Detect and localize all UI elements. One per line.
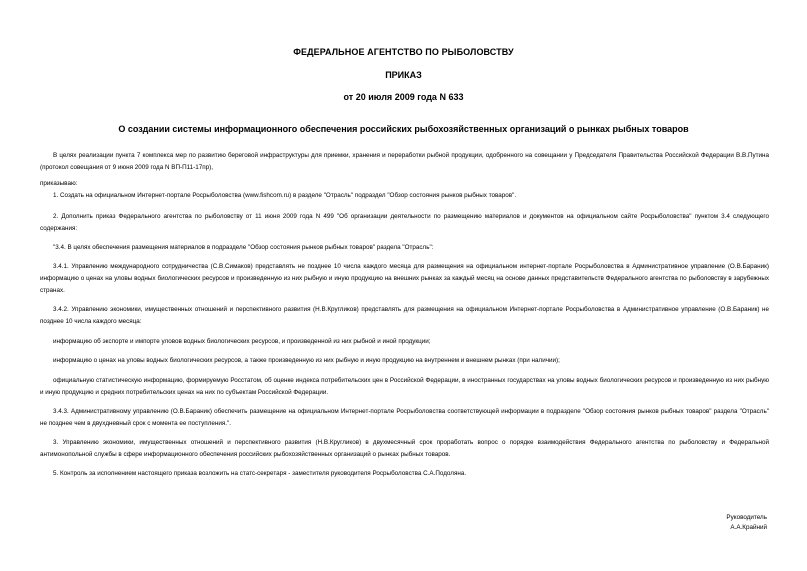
document-date-number: от 20 июля 2009 года N 633 [343,92,464,102]
clause-1: 1. Создать на официальном Интернет-портале Росрыболовства (www.fishcom.ru) в разделе "Отрасль" подраздел "Обзор состояния рынков рыбных товаров". [53,192,517,199]
clause-3-4-3: 3.4.3. Административному управлению (О.В.Бараник) обеспечить размещение на официальном Интернет-портале Росрыболовства соответствующей информации в подразделе "Обзор состояния рынков рыбных товаров" раздела "Отрасль" не позднее чем в двухдневный срок с момента ее поступления.". [40,408,769,427]
clause-3: 3. Управлению экономики, имущественных отношений и перспективного развития (Н.В.Кругликов) в двухмесячный срок проработать вопрос о порядке взаимодействия Федерального агентства по рыболовству и Федеральной антимонопольной службы в сфере информационного обеспечения российских рыбохозяйственных организаций о рынках рыбных товаров. [40,439,769,458]
list-item-export-import: информацию об экспорте и импорте уловов водных биологических ресурсов, и произведенной из них рыбной и иной продукции; [53,338,431,345]
list-item-prices: информацию о ценах на уловы водных биологических ресурсов, а также произведенную из них рыбную и иную продукцию на внутреннем и внешнем рынках (при наличии); [53,357,560,364]
clause-3-4-2: 3.4.2. Управлению экономики, имущественных отношений и перспективного развития (Н.В.Кругликов) представлять для размещения на официальном Интернет-портале Росрыболовства в Административное управление (О.В.Бараник) не позднее 10 числа каждого месяца: [40,306,769,325]
clause-3-4: "3.4. В целях обеспечения размещения материалов в подразделе "Обзор состояния рынков рыбных товаров" раздела "Отрасль": [53,244,434,251]
signer-position: Руководитель [726,514,767,521]
signature-block [726,513,767,533]
preamble-paragraph: В целях реализации пункта 7 комплекса мер по развитию береговой инфраструктуры для приемки, хранения и переработки рыбной продукции, одобренного на совещании у Председателя Правительства Российской Федерации В.В.Путина (протокол совещания от 9 июня 2009 года N ВП-П11-17пр), [40,152,769,171]
clause-5: 5. Контроль за исполнением настоящего приказа возложить на статс-секретаря - заместителя руководителя Росрыболовства С.А.Подоляна. [53,470,467,477]
signer-name: А.А.Крайний [730,524,767,531]
order-word: приказываю: [40,180,78,187]
clause-2: 2. Дополнить приказ Федерального агентства по рыболовству от 11 июня 2009 года N 499 "Об организации деятельности по размещению материалов и документов на официальном сайте Росрыболовства" пунктом 3.4 следующего содержания: [40,213,769,232]
document-title: О создании системы информационного обеспечения российских рыбохозяйственных организаций о рынках рыбных товаров [118,124,689,134]
clause-3-4-1: 3.4.1. Управлению международного сотрудничества (С.В.Симаков) представлять не позднее 10 числа каждого месяца для размещения на официальном интернет-портале Росрыболовства в Административное управление (О.В.Бараник) информацию о ценах на уловы водных биологических ресурсов и произведенную из них рыбную и иную продукцию на внешних рынках за каждый месяц на основе данных представительств Федерального агентства по рыболовству в зарубежных странах. [40,263,769,294]
document-type: ПРИКАЗ [385,70,422,80]
agency-name: ФЕДЕРАЛЬНОЕ АГЕНТСТВО ПО РЫБОЛОВСТВУ [293,47,514,57]
list-item-statistics: официальную статистическую информацию, формируемую Росстатом, об оценке индекса потребительских цен в Российской Федерации, в иностранных государствах на уловы водных биологических ресурсов и произведенную из них рыбную и иную продукцию и средних потребительских ценах на них по субъектам Российской Федерации. [40,377,769,396]
